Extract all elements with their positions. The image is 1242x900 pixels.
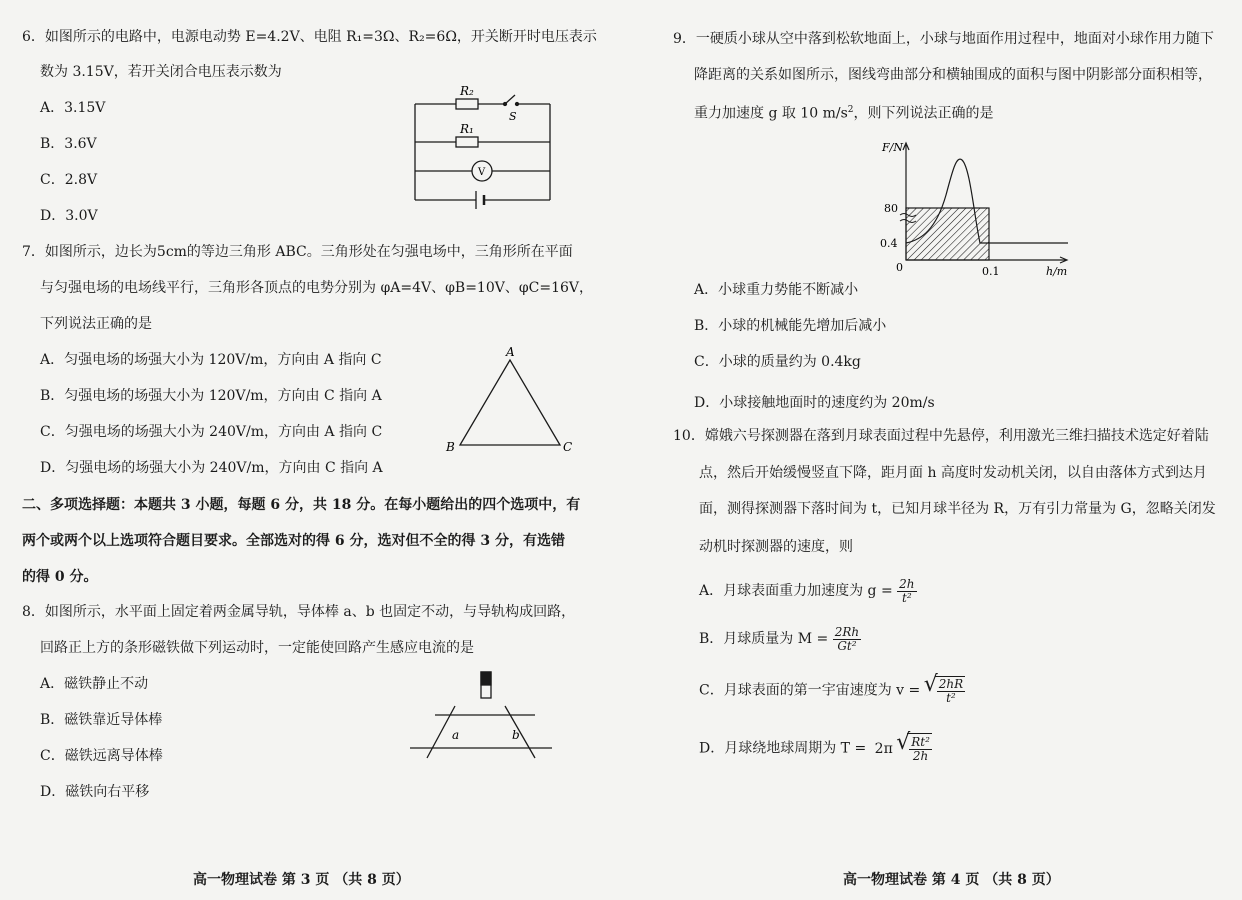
q10-stem-line4: 动机时探测器的速度，则 xyxy=(699,539,853,555)
q7-option-c: C．匀强电场的场强大小为 240V/m，方向由 A 指向 C xyxy=(40,424,383,440)
q6-label-switch: S xyxy=(509,110,517,123)
q10-stem-line1: 10．嫦娥六号探测器在落到月球表面过程中先悬停，利用激光三维扫描技术选定好着陆 xyxy=(673,428,1209,444)
q9-option-d: D．小球接触地面时的速度约为 20m/s xyxy=(694,395,935,411)
q10-option-a xyxy=(699,577,917,605)
q6-label-r2: R₂ xyxy=(460,84,474,98)
q8-label-b: b xyxy=(512,728,520,742)
q10-option-a-text: A．月球表面重力加速度为 g = xyxy=(699,583,893,599)
q10-option-b-num: 2Rh xyxy=(834,624,860,639)
q8-rails-figure xyxy=(405,668,560,763)
q7-option-a: A．匀强电场的场强大小为 120V/m，方向由 A 指向 C xyxy=(40,352,382,368)
q10-option-d-sqrt xyxy=(907,733,932,764)
section2-line3: 的得 0 分。 xyxy=(22,569,98,585)
q9-tick-01: 0.1 xyxy=(982,265,1000,278)
q6-label-voltmeter: V xyxy=(478,167,486,178)
q6-option-d: D．3.0V xyxy=(40,208,98,224)
q8-option-c: C．磁铁远离导体棒 xyxy=(40,748,163,764)
q9-option-a: A．小球重力势能不断减小 xyxy=(694,282,859,298)
q8-stem-line2: 回路正上方的条形磁铁做下列运动时，一定能使回路产生感应电流的是 xyxy=(40,640,474,656)
q10-option-d xyxy=(699,733,932,764)
q9-tick-80: 80 xyxy=(884,202,898,215)
q7-label-c: C xyxy=(563,440,573,454)
q10-option-c xyxy=(699,676,965,705)
q9-stem-line2: 降距离的关系如图所示，图线弯曲部分和横轴围成的面积与图中阴影部分面积相等， xyxy=(694,67,1212,83)
q10-option-b-den: Gt² xyxy=(837,638,857,653)
q7-stem-line3: 下列说法正确的是 xyxy=(40,316,152,332)
q10-option-d-text: D．月球绕地球周期为 T = xyxy=(699,740,867,757)
q10-stem-line3: 面，测得探测器下落时间为 t，已知月球半径为 R，万有引力常量为 G，忽略关闭发 xyxy=(699,501,1216,517)
q6-label-r1: R₁ xyxy=(460,122,474,136)
q6-option-c: C．2.8V xyxy=(40,172,98,188)
q10-option-b-text: B．月球质量为 M = xyxy=(699,631,829,647)
q8-stem-line1: 8．如图所示，水平面上固定着两金属导轨，导体棒 a、b 也固定不动，与导轨构成回路， xyxy=(22,604,576,620)
q9-xaxis-label: h/m xyxy=(1046,265,1068,278)
right-page-footer: 高一物理试卷 第 4 页 （共 8 页） xyxy=(843,872,1060,888)
left-page-footer: 高一物理试卷 第 3 页 （共 8 页） xyxy=(193,872,410,888)
q9-origin: 0 xyxy=(896,261,903,274)
q6-option-a: A．3.15V xyxy=(40,100,106,116)
right-page xyxy=(621,0,1242,900)
q10-option-c-text: C．月球表面的第一宇宙速度为 v = xyxy=(699,682,921,699)
q10-stem-line2: 点，然后开始缓慢竖直下降，距月面 h 高度时发动机关闭，以自由落体方式到达月 xyxy=(699,465,1207,481)
q9-stem-line3-sup: 2 xyxy=(847,105,854,115)
q8-option-a: A．磁铁静止不动 xyxy=(40,676,149,692)
q7-option-b: B．匀强电场的场强大小为 120V/m，方向由 C 指向 A xyxy=(40,388,382,404)
q7-triangle-figure xyxy=(440,345,580,460)
q6-stem-line1: 6．如图所示的电路中，电源电动势 E=4.2V、电阻 R₁=3Ω、R₂=6Ω，开关断开时电压表示 xyxy=(22,29,597,45)
q9-stem-line3-a: 重力加速度 g 取 10 m/s xyxy=(694,105,848,122)
q10-option-b-fraction xyxy=(833,626,861,653)
q9-force-graph xyxy=(876,135,1111,280)
q10-option-b xyxy=(699,625,861,653)
q10-option-c-den: t² xyxy=(946,690,956,705)
q10-option-d-num: √ Rt² xyxy=(911,734,930,749)
q9-tick-04: 0.4 xyxy=(880,237,898,250)
q6-option-b: B．3.6V xyxy=(40,136,97,152)
q7-label-a: A xyxy=(506,345,515,359)
q10-option-d-den: 2h xyxy=(912,748,929,763)
q9-stem-line3-b: ，则下列说法正确的是 xyxy=(853,105,994,122)
q10-option-c-fraction xyxy=(937,678,965,705)
q8-option-d: D．磁铁向右平移 xyxy=(40,784,150,800)
q9-stem-line3 xyxy=(694,101,994,123)
section2-line1: 二、多项选择题：本题共 3 小题，每题 6 分，共 18 分。在每小题给出的四个选项中，有 xyxy=(22,497,581,513)
q10-option-c-num: √ 2hR xyxy=(938,676,964,691)
q10-option-a-fraction xyxy=(897,578,916,605)
q7-option-d: D．匀强电场的场强大小为 240V/m，方向由 C 指向 A xyxy=(40,460,383,476)
q9-stem-line1: 9．一硬质小球从空中落到松软地面上，小球与地面作用过程中，地面对小球作用力随下 xyxy=(673,31,1214,47)
q10-option-c-sqrt xyxy=(935,676,965,705)
q7-stem-line1: 7．如图所示，边长为5cm的等边三角形 ABC。三角形处在匀强电场中，三角形所在平面 xyxy=(22,244,573,260)
q10-option-d-fraction xyxy=(909,736,932,763)
q6-circuit-figure xyxy=(410,82,560,212)
q8-option-b: B．磁铁靠近导体棒 xyxy=(40,712,163,728)
q7-label-b: B xyxy=(446,440,455,454)
q8-label-a: a xyxy=(452,728,460,742)
q9-option-c: C．小球的质量约为 0.4kg xyxy=(694,354,861,370)
q10-option-a-num: 2h xyxy=(899,576,915,591)
q9-option-b: B．小球的机械能先增加后减小 xyxy=(694,318,887,334)
q7-stem-line2: 与匀强电场的电场线平行，三角形各顶点的电势分别为 φA=4V、φB=10V、φC=16V， xyxy=(40,280,594,296)
q6-stem-line2: 数为 3.15V，若开关闭合电压表示数为 xyxy=(40,64,282,80)
section2-line2: 两个或两个以上选项符合题目要求。全部选对的得 6 分，选对但不全的得 3 分，有选错 xyxy=(22,533,565,549)
q9-yaxis-label: F/N xyxy=(882,141,903,154)
q10-option-a-den: t² xyxy=(902,590,912,605)
q10-option-d-coef: 2π xyxy=(874,740,893,757)
